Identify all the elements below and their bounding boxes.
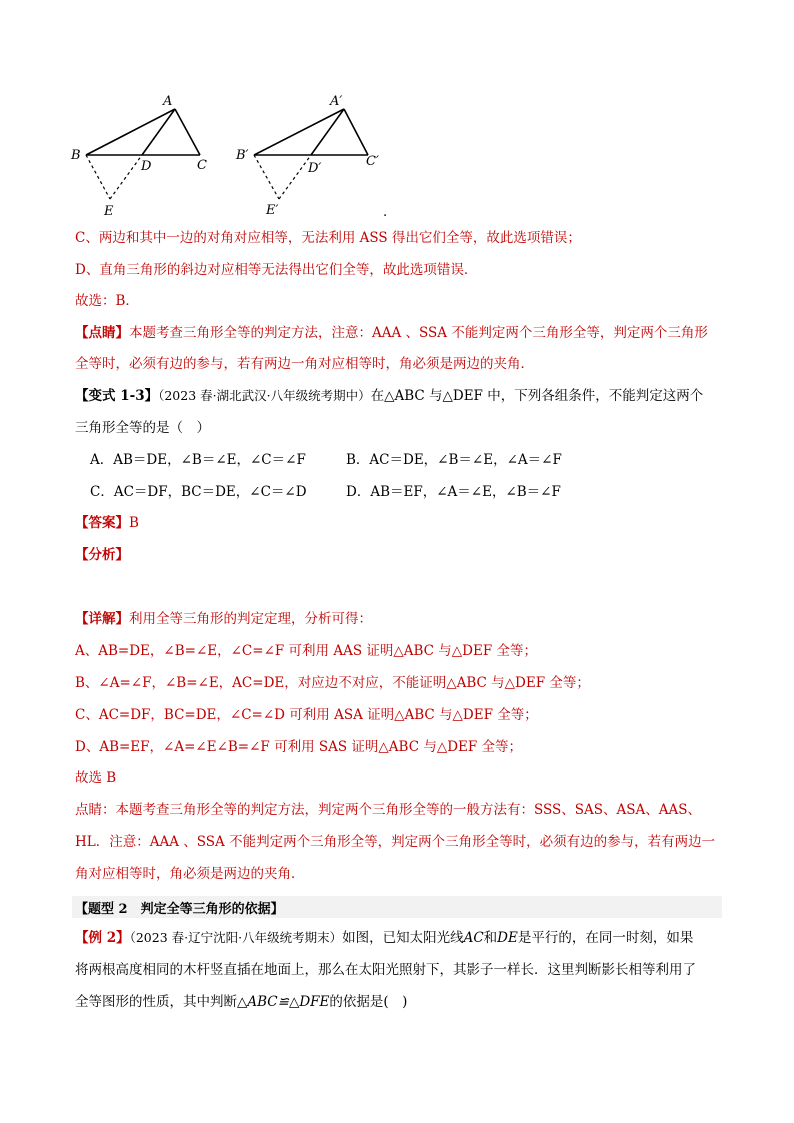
answer-tag: 【答案】 <box>75 515 129 531</box>
answer-line <box>75 513 139 533</box>
segment-e2d2-dashed <box>279 155 311 199</box>
triangle-diagram <box>60 88 420 223</box>
example-math-ac: AC <box>463 930 484 946</box>
example-line-1 <box>75 928 693 948</box>
segment-a2c2 <box>344 109 368 155</box>
label-b-prime: B′ <box>236 148 249 163</box>
label-b: B <box>71 148 81 163</box>
segment-b2e2-dashed <box>254 155 279 199</box>
segment-be-dashed <box>86 155 110 199</box>
comment-line-1 <box>75 323 708 343</box>
solution-line-d: D、直角三角形的斜边对应相等无法得出它们全等，故此选项错误． <box>75 262 478 278</box>
option-d: D．AB＝EF，∠A＝∠E，∠B＝∠F <box>346 484 561 500</box>
variant-stem-line-1 <box>75 386 703 406</box>
detail-tag: 【详解】 <box>75 611 129 627</box>
example-text-and: 和 <box>483 930 498 946</box>
comment-text-1: 本题考查三角形全等的判定方法，注意：AAA 、SSA 不能判定两个三角形全等，判定两个三角形 <box>129 325 708 341</box>
label-e: E <box>104 204 114 219</box>
triangle-figure <box>60 88 420 223</box>
analysis-tag: 【分析】 <box>75 547 129 563</box>
segment-ac <box>175 109 200 155</box>
variant-stem-1: 在△ABC 与△DEF 中，下列各组条件，不能判定这两个 <box>370 388 704 404</box>
option-a: A．AB＝DE，∠B＝∠E，∠C＝∠F <box>90 452 306 468</box>
segment-ba <box>86 109 175 155</box>
comment-tag: 【点睛】 <box>75 325 129 341</box>
example-tag: 【例 2】 <box>75 930 130 946</box>
variant-tag: 【变式 1-3】 <box>75 388 159 404</box>
example-line-2: 将两根高度相同的木杆竖直插在地面上，那么在太阳光照射下，其影子一样长．这里判断影长相等利用了 <box>75 962 696 978</box>
detail-c: C、AC=DF，BC=DE，∠C=∠D 可利用 ASA 证明△ABC 与△DEF 全等； <box>75 707 538 723</box>
detail-choose: 故选 B <box>75 770 117 786</box>
segment-ad <box>142 109 175 155</box>
example-line-3 <box>75 992 407 1012</box>
example-text-1a: 如图，已知太阳光线 <box>342 930 464 946</box>
detail-line <box>75 609 372 629</box>
section-heading: 【题型 2 判定全等三角形的依据】 <box>75 902 284 917</box>
comment-line-2: 全等时，必须有边的参与，若有两边一角对应相等时，角必须是两边的夹角． <box>75 356 534 372</box>
detail-intro: 利用全等三角形的判定定理，分析可得： <box>129 611 372 627</box>
solution-line-c: C、两边和其中一边的对角对应相等，无法利用 ASS 得出它们全等，故此选项错误； <box>75 230 581 246</box>
label-a-prime: A′ <box>330 94 343 109</box>
variant-stem-line-2: 三角形全等的是（ ） <box>75 420 210 436</box>
variant-comment-2: HL．注意：AAA 、SSA 不能判定两个三角形全等，判定两个三角形全等时，必须有边的参与，若有两边一 <box>75 834 716 850</box>
segment-a2d2 <box>311 109 344 155</box>
example-math-congruence: △ABC≌△DFE <box>237 994 330 1010</box>
example-source: （2023 春·辽宁沈阳·八年级统考期末） <box>129 930 343 945</box>
variant-comment-1: 点睛：本题考查三角形全等的判定方法，判定两个三角形全等的一般方法有：SSS、SAS、ASA、AAS、 <box>75 802 702 818</box>
label-d: D <box>141 159 152 174</box>
detail-b: B、∠A=∠F，∠B=∠E，AC=DE，对应边不对应，不能证明△ABC 与△DEF 全等； <box>75 675 590 691</box>
example-text-3b: 的依据是( ) <box>329 994 408 1010</box>
label-d-prime: D′ <box>308 161 322 176</box>
answer-value: B <box>129 515 139 531</box>
example-text-1b: 是平行的，在同一时刻，如果 <box>517 930 694 946</box>
example-math-de: DE <box>497 930 518 946</box>
solution-answer: 故选：B． <box>75 293 139 309</box>
segment-ed-dashed <box>110 155 142 199</box>
analysis-line <box>75 545 129 565</box>
label-c-prime: C′ <box>366 154 379 169</box>
label-e-prime: E′ <box>266 203 279 218</box>
label-c: C <box>197 158 207 173</box>
detail-d: D、AB=EF，∠A=∠E∠B=∠F 可利用 SAS 证明△ABC 与△DEF 全等； <box>75 739 523 755</box>
variant-source: （2023 春·湖北武汉·八年级统考期中） <box>158 388 371 403</box>
segment-b2a2 <box>254 109 344 155</box>
option-b: B．AC＝DE，∠B＝∠E，∠A＝∠F <box>346 452 562 468</box>
label-a: A <box>163 94 173 109</box>
detail-a: A、AB=DE，∠B=∠E，∠C=∠F 可利用 AAS 证明△ABC 与△DEF 全等； <box>75 643 538 659</box>
trailing-period: . <box>383 205 388 220</box>
option-c: C．AC＝DF，BC＝DE，∠C＝∠D <box>90 484 307 500</box>
example-text-3a: 全等图形的性质，其中判断 <box>75 994 237 1010</box>
variant-comment-3: 角对应相等时，角必须是两边的夹角． <box>75 866 305 882</box>
